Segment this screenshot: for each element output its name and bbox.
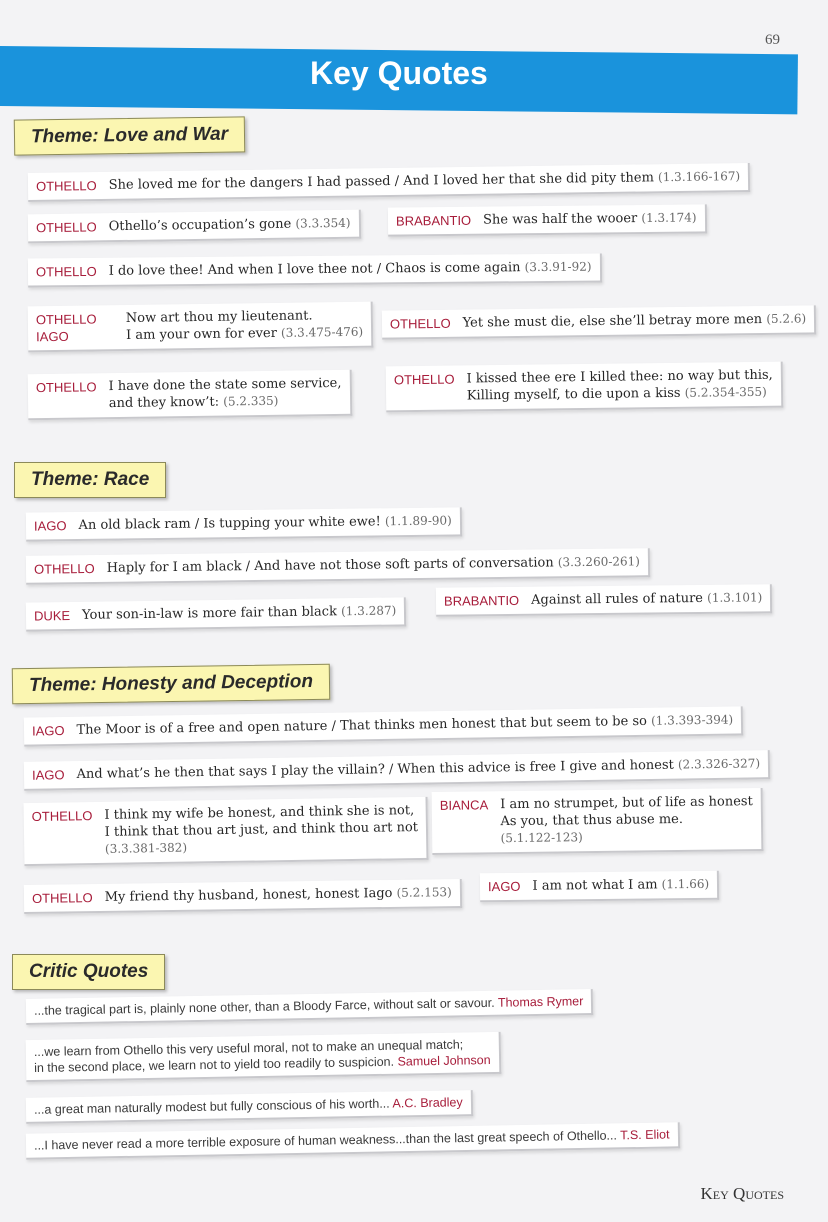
speaker-label: OTHELLO (33, 560, 95, 577)
quote-text: I am your own for ever (126, 325, 277, 344)
critic-quote-text: ...I have never read a more terrible exposure of human weakness...than the last great speech of Othello... (33, 1128, 618, 1153)
quote-text: Yet she must die, else she’ll betray more men (462, 312, 763, 331)
quote-reference: (5.1.122-123) (500, 830, 583, 846)
quote-text: I have done the state some service, and they know’t: (108, 375, 342, 412)
speaker-label: BRABANTIO (443, 592, 520, 609)
speaker-label: IAGO (31, 767, 65, 783)
quote-box (24, 750, 770, 791)
speaker-label: DUKE (33, 608, 71, 624)
critic-author: A.C. Bradley (392, 1095, 463, 1111)
quote-reference: (5.2.153) (396, 885, 452, 900)
quote-text: An old black ram / Is tupping your white ewe! (78, 514, 381, 534)
quote-reference: (1.3.393-394) (650, 712, 734, 728)
quote-reference: (1.3.287) (340, 603, 397, 619)
quote-box (24, 797, 429, 866)
quote-text: My friend thy husband, honest, honest Iago (104, 885, 393, 905)
quote-text: I do love thee! And when I love thee not / Chaos is come again (108, 260, 521, 279)
quote-reference: (3.3.260-261) (557, 554, 641, 570)
theme-honesty-heading: Theme: Honesty and Deception (12, 664, 330, 704)
quote-box (26, 507, 462, 541)
quote-box (24, 879, 462, 914)
critic-author: Thomas Rymer (497, 994, 584, 1010)
quote-box (382, 305, 817, 339)
quote-text: I am not what I am (532, 877, 658, 894)
quote-box (28, 163, 751, 202)
quote-text: I kissed thee ere I killed thee: no way but this, Killing myself, to die upon a kiss (466, 367, 773, 404)
critic-quote-box (26, 1032, 501, 1082)
critic-quotes-heading: Critic Quotes (12, 954, 165, 990)
quote-reference: (5.2.6) (766, 311, 807, 326)
quote-reference: (5.2.354-355) (684, 384, 767, 400)
speaker-label: OTHELLO (35, 379, 97, 396)
quote-box (28, 370, 352, 421)
quote-text: The Moor is of a free and open nature / That thinks men honest that but seem to be so (76, 713, 648, 738)
speaker-label: OTHELLO (31, 890, 93, 906)
speaker-label: OTHELLO (389, 315, 451, 332)
quote-box (436, 584, 773, 617)
speaker-label: OTHELLO (35, 311, 97, 328)
quote-text: And what’s he then that says I play the villain? / When this advice is free I give and honest (76, 757, 674, 783)
critic-quote-box (26, 1090, 473, 1124)
speaker-label: OTHELLO (35, 263, 97, 280)
quote-box (28, 210, 361, 244)
quote-text: Now art thou my lieutenant. (125, 308, 313, 327)
theme-race-heading: Theme: Race (14, 462, 166, 498)
quote-box (388, 204, 707, 236)
quote-box (24, 706, 744, 746)
quote-text: She loved me for the dangers I had passed / And I loved her that she did pity them (108, 170, 654, 193)
critic-author: T.S. Eliot (620, 1127, 670, 1143)
theme-love-war-heading: Theme: Love and War (14, 116, 246, 155)
page-number: 69 (765, 32, 780, 48)
quote-text: She was half the wooer (483, 211, 638, 228)
speaker-label: OTHELLO (35, 219, 97, 236)
speaker-label: IAGO (31, 723, 65, 739)
quote-box (28, 253, 602, 287)
speaker-label: IAGO (33, 518, 67, 534)
critic-quote-text: ...the tragical part is, plainly none other, than a Bloody Farce, without salt or savour. (33, 995, 495, 1018)
quote-reference: (1.3.166-167) (657, 169, 741, 185)
speaker-label: IAGO (487, 878, 521, 895)
quote-reference: (3.3.91-92) (524, 259, 592, 275)
quote-text: I think my wife be honest, and think she is not, I think that thou art just, and think thou art not (104, 803, 419, 840)
quote-text: Haply for I am black / And have not those soft parts of conversation (106, 555, 554, 576)
footer-section-label: Key Quotes (700, 1184, 784, 1203)
quote-box (480, 871, 719, 903)
critic-quote-text: ...we learn from Othello this very useful moral, not to make an unequal match; in the second place, we learn not to yield too readily to suspicion. (33, 1037, 464, 1075)
quote-box (28, 302, 374, 353)
quote-text: Against all rules of nature (531, 590, 704, 608)
quote-box (432, 788, 764, 855)
page-title: Key Quotes (310, 55, 488, 91)
quote-box (26, 548, 650, 585)
critic-author: Samuel Johnson (397, 1053, 491, 1069)
critic-quote-box (26, 989, 594, 1025)
critic-quote-text: ...a great man naturally modest but fully conscious of his worth... (33, 1096, 390, 1117)
quote-reference: (3.3.475-476) (280, 324, 364, 340)
quote-text: Your son-in-law is more fair than black (82, 604, 338, 623)
quote-reference: (5.2.335) (223, 393, 279, 409)
speaker-label: IAGO (36, 328, 69, 345)
quote-reference: (1.3.174) (641, 210, 697, 226)
quote-reference: (1.3.101) (707, 590, 763, 605)
quote-text: I am no strumpet, but of life as honest As you, that thus abuse me. (500, 794, 753, 830)
quote-reference: (2.3.326-327) (677, 756, 761, 772)
quote-text: Othello’s occupation’s gone (108, 216, 292, 235)
speaker-label: OTHELLO (393, 371, 455, 388)
quote-box (26, 597, 407, 631)
critic-quote-box (26, 1122, 680, 1159)
speaker-label: BRABANTIO (395, 212, 472, 229)
quote-reference: (3.3.354) (295, 215, 351, 231)
speaker-label: OTHELLO (35, 178, 97, 194)
quote-reference: (1.1.89-90) (384, 513, 452, 529)
quote-box (386, 362, 783, 413)
speaker-label: OTHELLO (31, 808, 93, 825)
speaker-label: BIANCA (439, 797, 489, 813)
quote-reference: (3.3.381-382) (104, 840, 188, 856)
quote-reference: (1.1.66) (661, 876, 710, 892)
